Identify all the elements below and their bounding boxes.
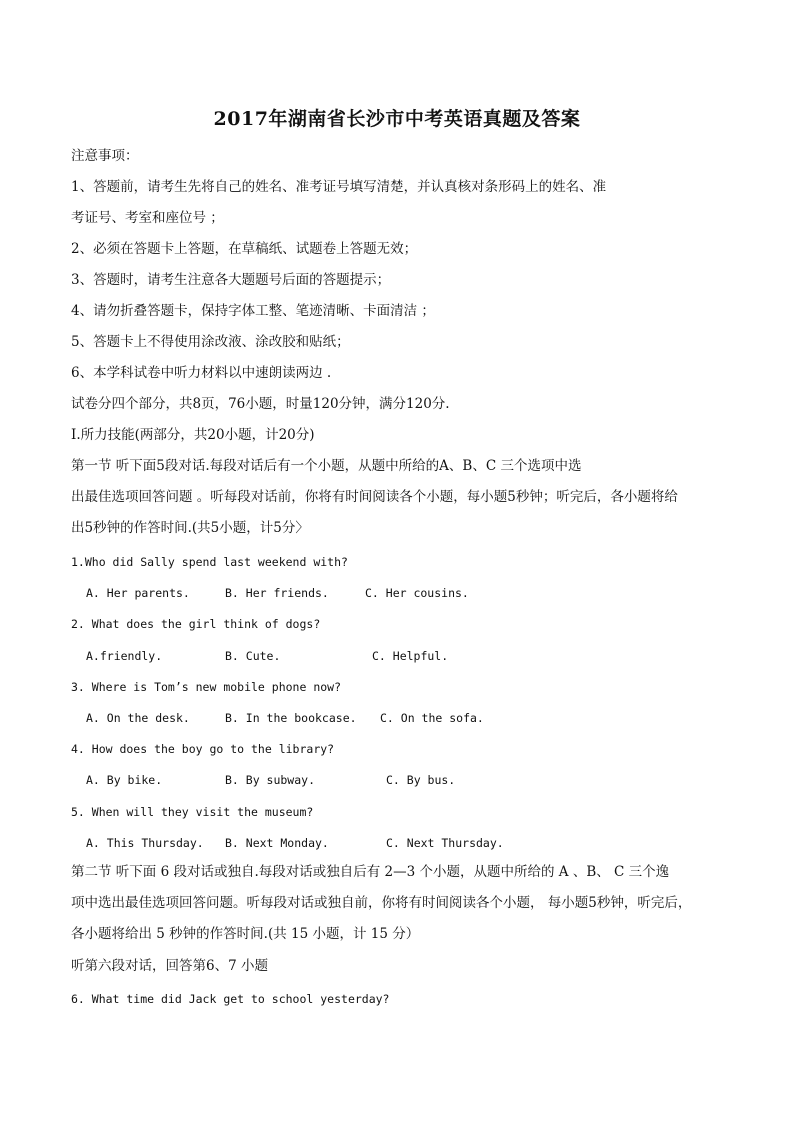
question-text: 5. When will they visit the museum?	[71, 805, 314, 819]
option-a: A. Her parents.	[86, 586, 190, 600]
option-c: C. Next Thursday.	[386, 836, 504, 850]
option-a: A. This Thursday.	[86, 836, 204, 850]
option-a: A.friendly.	[86, 649, 163, 663]
section1-instruction: 出5秒钟的作答时间.(共5小题，计5分〉	[71, 520, 309, 536]
section1-instruction: 第一节 听下面5段对话.每段对话后有一个小题，从题中所给的A、B、C 三个选项中选	[71, 458, 582, 474]
question-text: 1.Who did Sally spend last weekend with?	[71, 555, 348, 569]
option-b: B. Cute.	[225, 649, 281, 663]
question-text: 6. What time did Jack get to school yesterday?	[71, 992, 390, 1006]
notice-item: 4、请勿折叠答题卡，保持字体工整、笔迹清晰、卡面清洁 ；	[71, 303, 435, 319]
option-c: C. Helpful.	[372, 649, 449, 663]
question-text: 4. How does the boy go to the library?	[71, 742, 335, 756]
option-c: C. By bus.	[386, 773, 456, 787]
question-text: 3. Where is Tom’s new mobile phone now?	[71, 680, 342, 694]
notice-heading: 注意事项：	[71, 148, 139, 164]
page-title: 2017年湖南省长沙市中考英语真题及答案	[213, 108, 581, 130]
notice-item: 1、答题前，请考生先将自己的姓名、准考证号填写清楚，并认真核对条形码上的姓名、准	[71, 179, 607, 195]
option-c: C. Her cousins.	[365, 586, 469, 600]
exam-summary: 试卷分四个部分，共8页，76小题，时量120分钟，满分120分.	[71, 396, 450, 412]
notice-item: 考证号、考室和座位号 ；	[71, 210, 224, 226]
option-b: B. Her friends.	[225, 586, 329, 600]
section2-instruction: 各小题将给出 5 秒钟的作答时间.(共 15 小题，计 15 分）	[71, 926, 420, 942]
question-text: 2. What does the girl think of dogs?	[71, 617, 321, 631]
notice-item: 5、答题卡上不得使用涂改液、涂改胶和贴纸；	[71, 334, 350, 350]
section1-instruction: 出最佳选项回答问题 。听每段对话前，你将有时间阅读各个小题，每小题5秒钟；听完后，各小题将给	[71, 489, 678, 505]
option-a: A. By bike.	[86, 773, 163, 787]
option-c: C. On the sofa.	[380, 711, 484, 725]
option-b: B. By subway.	[225, 773, 316, 787]
notice-item: 3、答题时，请考生注意各大题题号后面的答题提示；	[71, 272, 391, 288]
option-b: B. Next Monday.	[225, 836, 329, 850]
option-a: A. On the desk.	[86, 711, 190, 725]
notice-item: 2、必须在答题卡上答题，在草稿纸、试题卷上答题无效；	[71, 241, 418, 257]
part1-heading: Ⅰ.所力技能(两部分，共20小题，计20分)	[71, 427, 315, 443]
section2-instruction: 项中选出最佳选项回答问题。听每段对话或独自前，你将有时间阅读各个小题， 每小题5秒钟，听完后，	[71, 895, 692, 911]
notice-item: 6、本学科试卷中听力材料以中速朗读两边 .	[71, 365, 332, 381]
section2-instruction: 第二节 听下面 6 段对话或独自.每段对话或独自后有 2—3 个小题，从题中所给的 A 、B、 C 三个逸	[71, 864, 670, 880]
dialog-heading: 听第六段对话，回答第6、7 小题	[71, 958, 268, 974]
option-b: B. In the bookcase.	[225, 711, 357, 725]
